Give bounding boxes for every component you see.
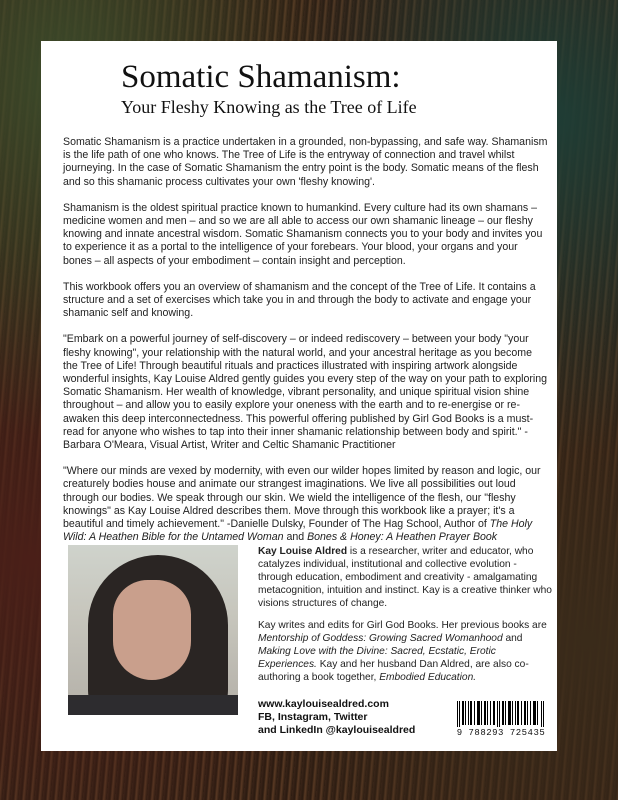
endorsement-dulsky: "Where our minds are vexed by modernity, with even our wilder hopes limited by reason and logic, our creaturely bodies house and animate our strangest imaginations. We live all possibilities out loud through our bodies. We speak through our skin. We wield the intelligence of the flesh, our "fleshy knowings" as Kay Louise Aldred describes them. Move through this workbook like a prayer; it's a beautiful and timely achievement." -Danielle Dulsky, Founder of The Hag School, Author of The Holy Wild: A Heathen Bible for the Untamed Woman and Bones & Honey: A Heathen Prayer Book <box>63 465 541 544</box>
endorsement-omeara: "Embark on a powerful journey of self-discovery – or indeed rediscovery – between your body "your fleshy knowing", your relationship with the natural world, and your ancestral heritage as you become the Tree of Life! Through beautiful rituals and practices illustrated with inspiring artwork alongside wonderful insights, Kay Louise Aldred gently guides you every step of the way on your path to exploring Somatic Shamanism. Her wealth of knowledge, vibrant personality, and unique spiritual vision shine throughout – and allow you to easily explore your oneness with the earth and to re-energise or re-awaken this deep interconnectedness. This powerful offering published by Girl God Books is a must-read for anyone who wishes to tap into their inner shamanic relationship between body and spirit." -Barbara O'Meara, Visual Artist, Writer and Celtic Shamanic Practitioner <box>63 333 548 452</box>
author-contact <box>258 698 458 737</box>
author-photo <box>68 545 238 715</box>
title-block <box>121 41 521 117</box>
book-title: Somatic Shamanism: <box>121 59 401 95</box>
social-line-2: and LinkedIn @kaylouisealdred <box>258 724 416 736</box>
isbn-number: 9 788293 725435 <box>451 728 551 738</box>
book-title-holy-wild: The Holy Wild: A Heathen Bible for the Untamed Woman <box>63 518 533 544</box>
blurb <box>63 136 549 557</box>
book-subtitle: Your Fleshy Knowing as the Tree of Life <box>121 97 417 117</box>
paragraph-1: Somatic Shamanism is a practice undertaken in a grounded, non-bypassing, and safe way. Shamanism is the life path of one who knows. The Tree of Life is the entryway of connection and travel whilst journeying. In the case of Somatic Shamanism the entry point is the body. Somatic means of the flesh and so this shamanic process cultivates your own 'fleshy knowing'. <box>63 136 548 188</box>
website-link[interactable]: www.kaylouisealdred.com <box>258 698 389 710</box>
paragraph-3: This workbook offers you an overview of shamanism and the concept of the Tree of Life. It contains a structure and a set of exercises which take you in and through the body to activate and engage your shamanic self and knowing. <box>63 280 536 320</box>
bio-paragraph-1: Kay Louise Aldred is a researcher, writer and educator, who catalyzes individual, institutional and collective evolution - through education, embodiment and creativity - amalgamating metacognition, intuition and instinct. Kay is a creative thinker who visions structures of change. <box>258 546 552 609</box>
author-name: Kay Louise Aldred <box>258 546 348 557</box>
social-line-1: FB, Instagram, Twitter <box>258 711 368 723</box>
paragraph-2: Shamanism is the oldest spiritual practice known to humankind. Every culture had its own shamans – medicine women and men – and so we are all able to access our own shamanic lineage – our fleshy knowing and innate ancestral wisdom. Somatic Shamanism connects you to your body and invites you to experience it as a portal to the intelligence of your forebears. Your blood, your organs and your bones – all aspects of your embodiment – contain insight and perception. <box>63 201 543 267</box>
bio-paragraph-2: Kay writes and edits for Girl God Books. Her previous books are Mentorship of Goddess: Growing Sacred Womanhood and Making Love with the Divine: Sacred, Ecstatic, Erotic Experiences. Kay and her husband Dan Aldred, are also co-authoring a book together, Embodied Education. <box>258 620 547 683</box>
book-title-bones-honey: Bones & Honey: A Heathen Prayer Book <box>307 531 498 544</box>
back-cover-panel <box>41 41 557 751</box>
author-bio <box>258 545 554 693</box>
barcode <box>451 699 551 747</box>
